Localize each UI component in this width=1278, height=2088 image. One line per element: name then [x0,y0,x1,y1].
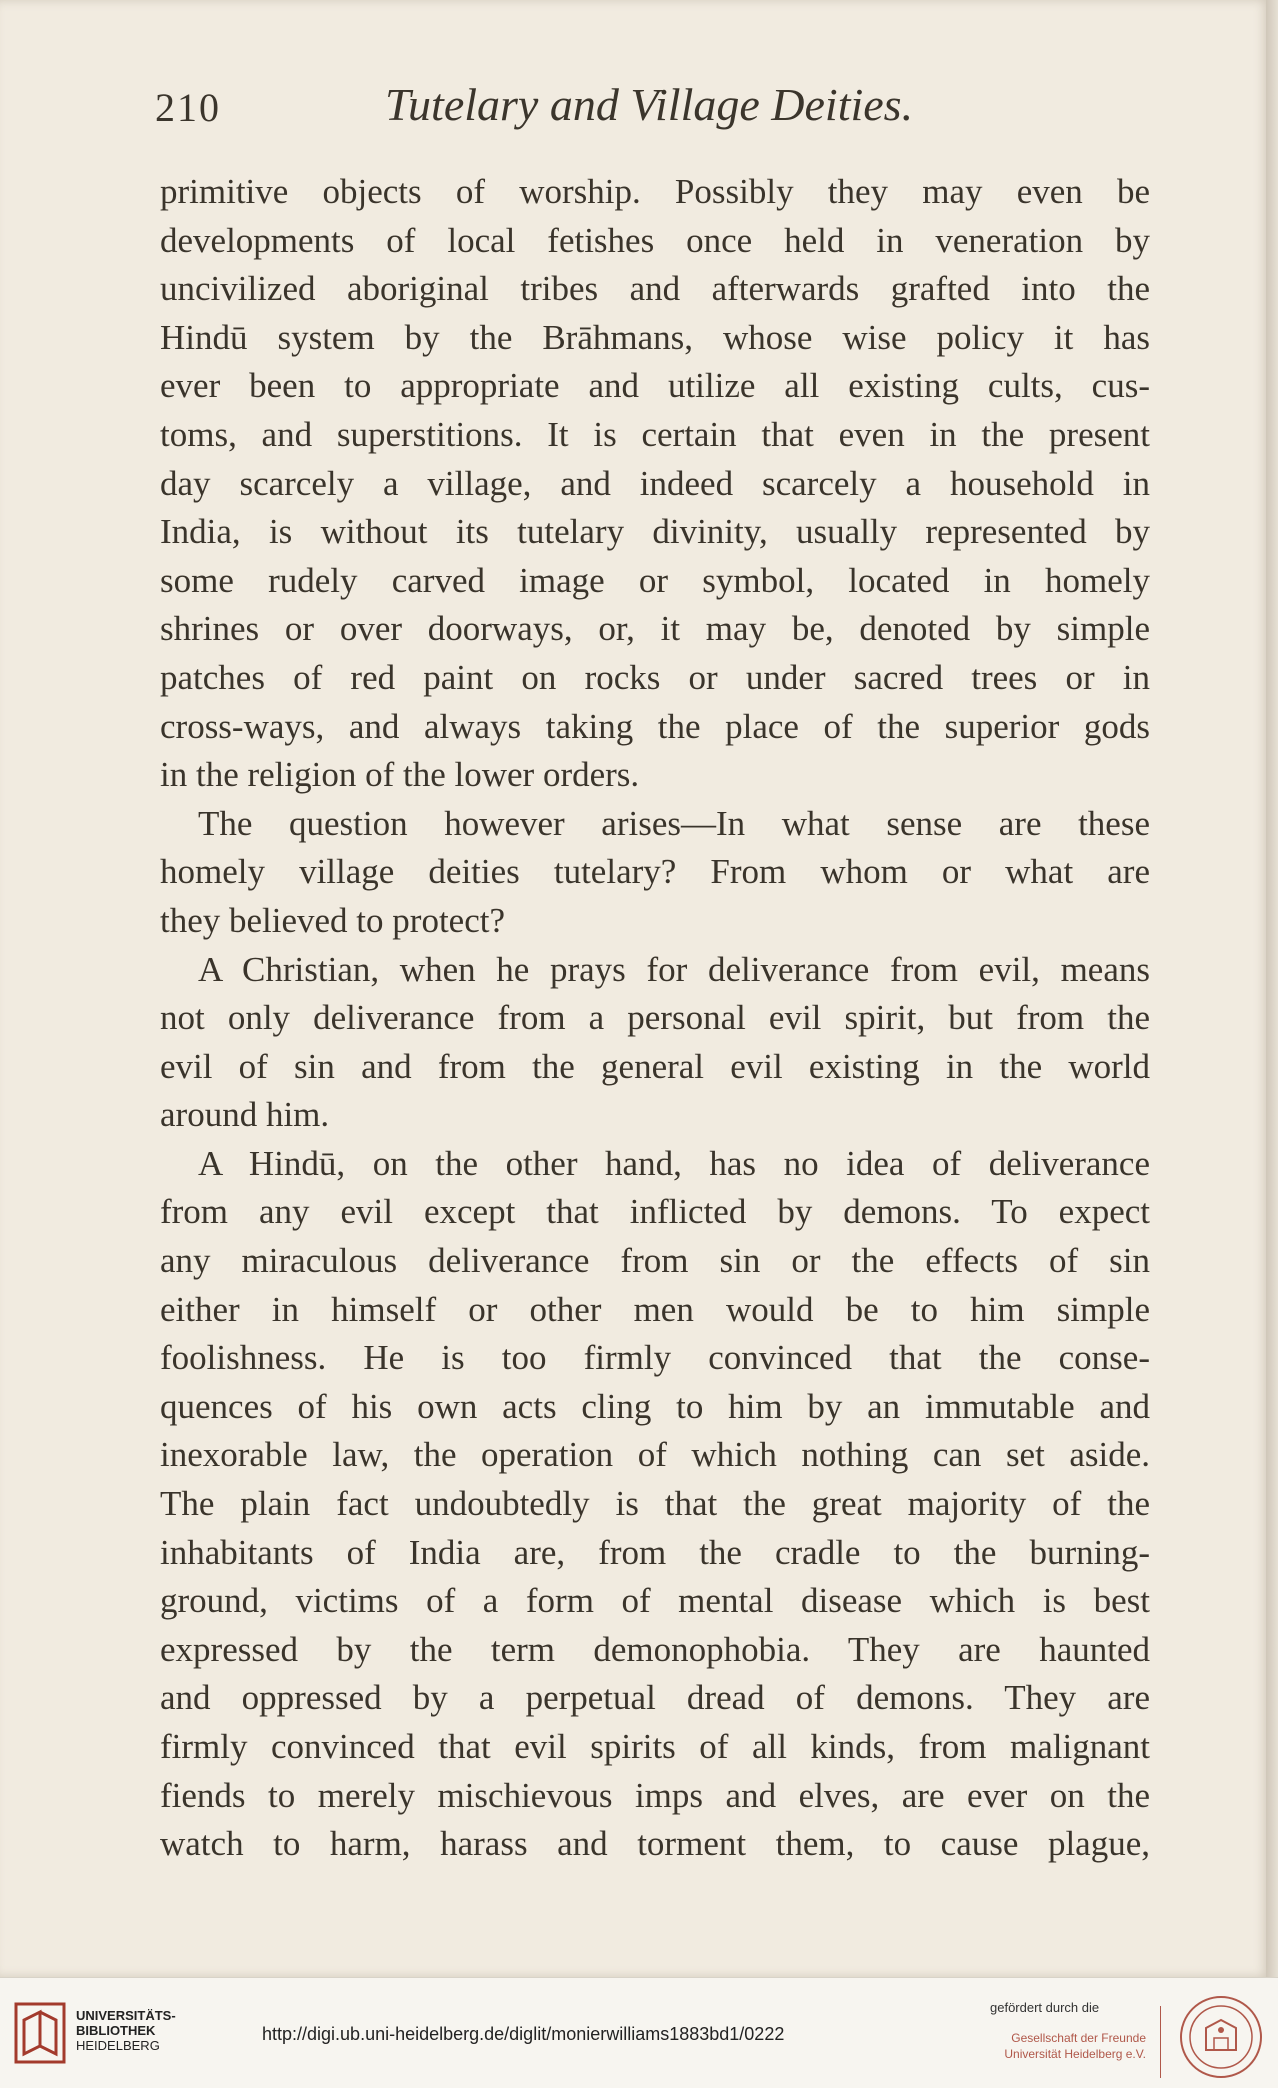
text-line: some rudely carved image or symbol, located in homely [160,560,1150,600]
text-line: around him. [160,1095,330,1135]
text-line: ground, victims of a form of mental disease which is best [160,1581,1150,1621]
text-line: from any evil except that inflicted by demons. To expect [160,1192,1150,1232]
sponsor-label: gefördert durch die [990,2000,1100,2015]
text-line: primitive objects of worship. Possibly they may even be [160,172,1150,211]
text-line: not only deliverance from a personal evil spirit, but from the [160,998,1150,1038]
text-line: any miraculous deliverance from sin or the effects of sin [160,1241,1150,1281]
text-line: foolishness. He is too firmly convinced that the conse- [160,1338,1150,1378]
sponsor-name [996,2030,1146,2062]
library-logo-icon [14,2002,66,2064]
sponsor-name-line: Universität Heidelberg e.V. [1004,2047,1146,2061]
text-line: developments of local fetishes once held in veneration by [160,220,1150,260]
text-line: toms, and superstitions. It is certain that even in the present [160,414,1150,454]
text-line: India, is without its tutelary divinity, usually represented by [160,512,1150,552]
page-number: 210 [155,85,221,130]
text-line: cross-ways, and always taking the place of the superior gods [160,706,1150,746]
text-line: firmly convinced that evil spirits of all kinds, from malignant [160,1727,1150,1766]
text-line: uncivilized aboriginal tribes and afterwards grafted into the [160,269,1150,309]
text-line: quences of his own acts cling to him by an immutable and [160,1386,1150,1426]
text-line: ever been to appropriate and utilize all existing cults, cus- [160,366,1150,406]
body-text [160,168,1150,1869]
text-line: and oppressed by a perpetual dread of demons. They are [160,1678,1150,1718]
text-line: A Christian, when he prays for deliverance from evil, means [198,949,1150,989]
text-line: in the religion of the lower orders. [160,755,640,795]
permalink-url[interactable]: http://digi.ub.uni-heidelberg.de/diglit/monierwilliams1883bd1/0222 [262,2024,785,2044]
text-line: shrines or over doorways, or, it may be, denoted by simple [160,609,1150,649]
text-line: A Hindū, on the other hand, has no idea of deliverance [198,1143,1150,1183]
text-line: day scarcely a village, and indeed scarcely a household in [160,463,1150,503]
text-line: homely village deities tutelary? From whom or what are [160,852,1150,892]
library-name-line: UNIVERSITÄTS- [76,2008,176,2023]
text-line: evil of sin and from the general evil existing in the world [160,1046,1150,1086]
text-line: inhabitants of India are, from the cradle to the burning- [160,1532,1150,1572]
library-name-line: HEIDELBERG [76,2038,160,2053]
text-line: expressed by the term demonophobia. They are haunted [160,1629,1150,1669]
running-head [155,78,1155,138]
text-line: The question however arises—In what sense are these [198,803,1150,843]
text-line: watch to harm, harass and torment them, to cause plague, [160,1824,1150,1864]
text-line: fiends to merely mischievous imps and elves, are ever on the [160,1775,1150,1815]
text-line: inexorable law, the operation of which nothing can set aside. [160,1435,1150,1475]
library-name-line: BIBLIOTHEK [76,2023,156,2038]
page-edge-shadow [1266,0,1278,1977]
divider [1160,2006,1161,2078]
text-line: they believed to protect? [160,900,505,940]
running-title: Tutelary and Village Deities. [385,79,914,130]
sponsor-name-line: Gesellschaft der Freunde [1011,2031,1146,2045]
text-line: Hindū system by the Brāhmans, whose wise policy it has [160,317,1150,357]
digitization-footer [0,1977,1278,2088]
library-name [76,2008,176,2053]
university-seal-icon [1178,1994,1264,2080]
text-line: The plain fact undoubtedly is that the great majority of the [160,1484,1150,1524]
text-line: patches of red paint on rocks or under sacred trees or in [160,657,1150,697]
text-line: either in himself or other men would be to him simple [160,1289,1150,1329]
